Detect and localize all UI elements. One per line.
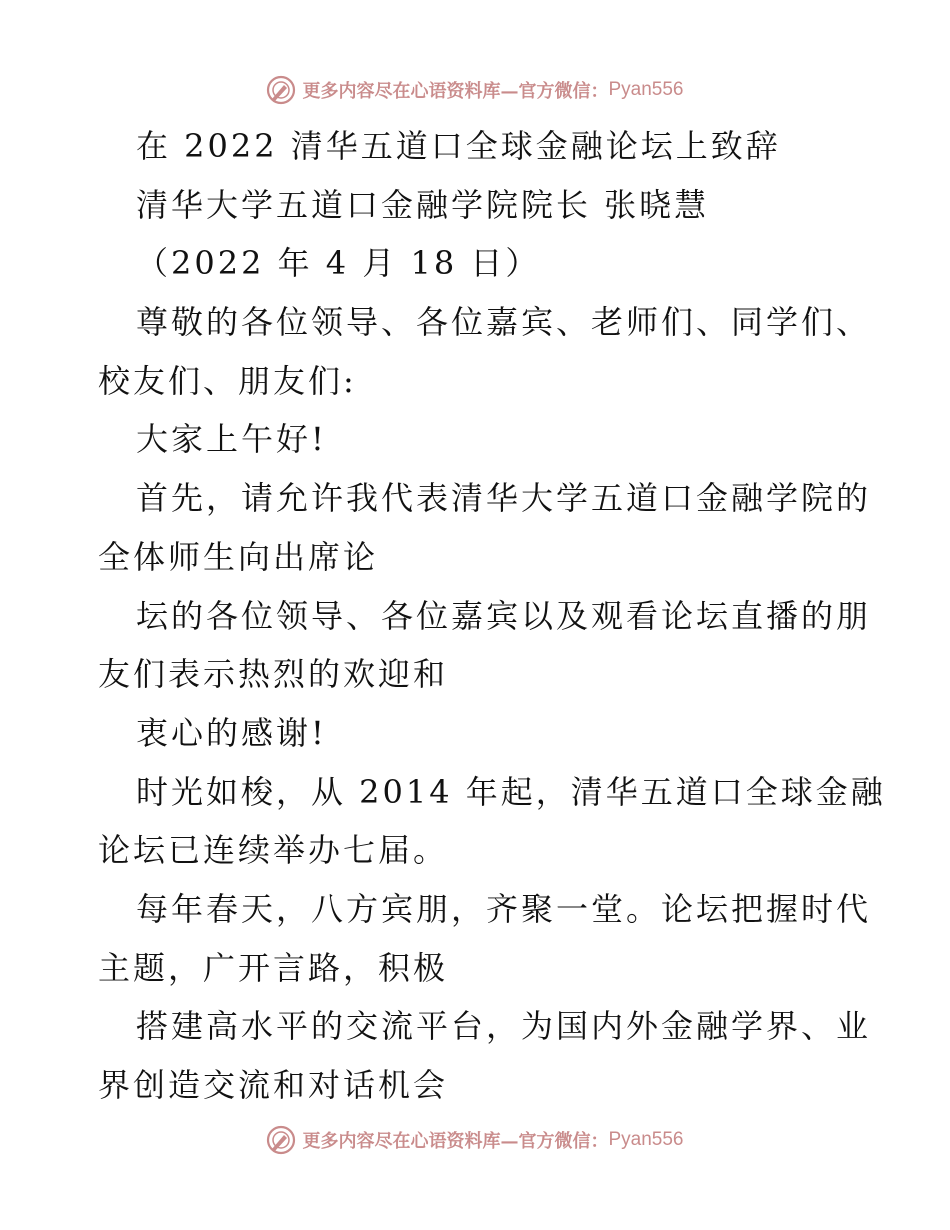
watermark-text: 更多内容尽在心语资料库—官方微信： <box>302 81 609 102</box>
pen-logo-icon <box>266 75 296 105</box>
paragraph-line: 搭建高水平的交流平台，为国内外金融学界、业 <box>136 1007 872 1046</box>
pen-logo-icon <box>266 1125 296 1155</box>
paragraph-line: 友们表示热烈的欢迎和 <box>98 655 449 694</box>
watermark-brand: Pyan556 <box>608 79 684 100</box>
paragraph-line: 论坛已连续举办七届。 <box>98 831 449 870</box>
speech-title: 在 2022 清华五道口全球金融论坛上致辞 <box>136 127 781 165</box>
paragraph-line: 全体师生向出席论 <box>98 537 379 576</box>
document-body <box>98 117 886 1115</box>
watermark-text: 更多内容尽在心语资料库—官方微信： <box>302 1131 609 1152</box>
paragraph-line: 界创造交流和对话机会 <box>98 1066 449 1104</box>
watermark-header <box>0 70 950 110</box>
paragraph-line: 大家上午好! <box>136 420 327 459</box>
speech-date: （2022 年 4 月 18 日） <box>136 244 541 283</box>
paragraph-line: 每年春天，八方宾朋，齐聚一堂。论坛把握时代 <box>136 889 872 928</box>
paragraph-line: 坛的各位领导、各位嘉宾以及观看论坛直播的朋 <box>136 596 872 635</box>
speaker-line: 清华大学五道口金融学院院长 张晓慧 <box>136 185 710 224</box>
paragraph-line: 首先，请允许我代表清华大学五道口金融学院的 <box>136 479 872 518</box>
paragraph-line: 主题，广开言路，积极 <box>98 948 449 987</box>
watermark-brand: Pyan556 <box>608 1129 684 1150</box>
paragraph-line: 尊敬的各位领导、各位嘉宾、老师们、同学们、 <box>136 303 872 342</box>
paragraph-line: 时光如梭，从 2014 年起，清华五道口全球金融 <box>136 772 886 811</box>
paragraph-line: 衷心的感谢! <box>136 713 327 752</box>
paragraph-line: 校友们、朋友们: <box>98 361 357 400</box>
watermark-footer <box>0 1120 950 1160</box>
